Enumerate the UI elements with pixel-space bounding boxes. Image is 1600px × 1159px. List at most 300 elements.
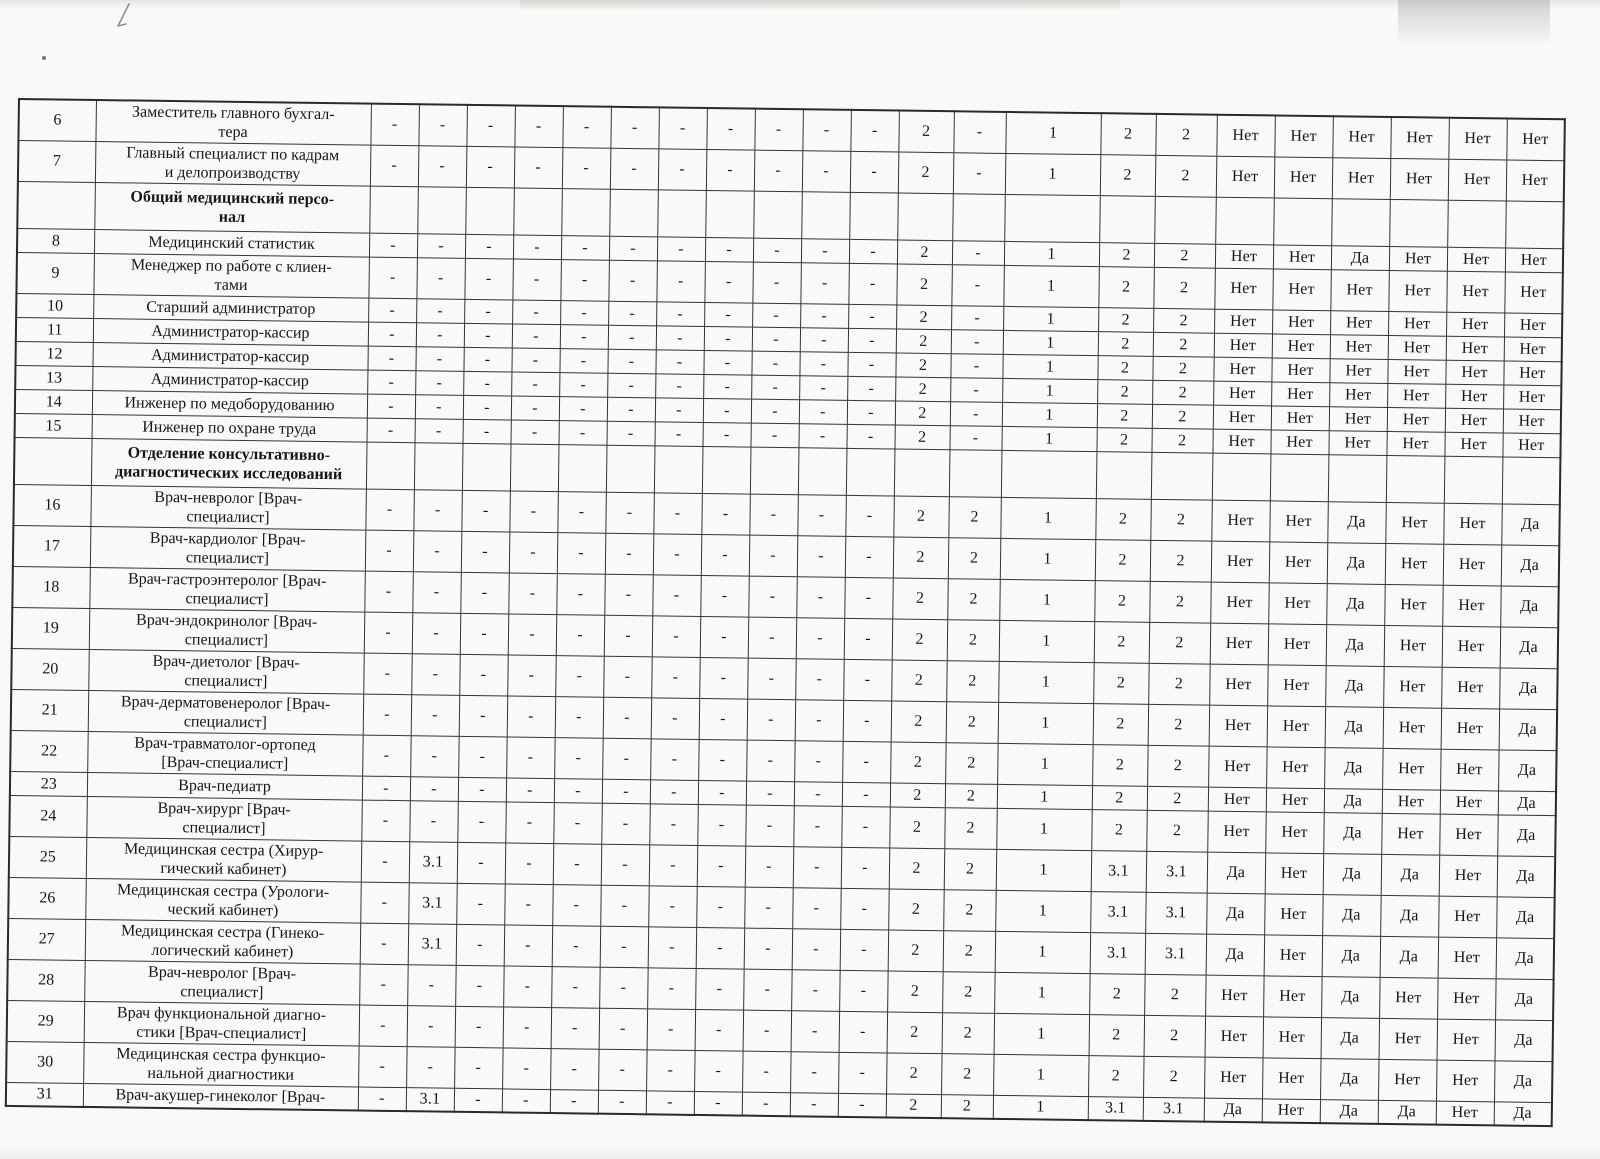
value-cell: - <box>367 394 415 419</box>
value-cell: 1 <box>1002 402 1097 427</box>
value-cell: - <box>949 425 1001 450</box>
value-cell: - <box>655 397 703 422</box>
value-cell: - <box>415 394 463 419</box>
job-title-cell: Администратор-кассир <box>92 366 367 394</box>
value-cell: - <box>455 965 504 1007</box>
job-title-cell: Врач-диетолог [Врач- специалист] <box>88 649 364 694</box>
value-cell: - <box>652 574 701 616</box>
value-cell: Нет <box>1387 359 1445 384</box>
value-cell: Нет <box>1214 268 1273 310</box>
job-title-cell: Главный специалист по кадрам и делопроизводству <box>95 141 371 186</box>
value-cell: Нет <box>1438 896 1497 938</box>
value-cell: Нет <box>1330 334 1388 359</box>
value-cell: - <box>647 967 696 1009</box>
value-cell: - <box>953 152 1006 194</box>
value-cell: Да <box>1381 854 1440 896</box>
value-cell: Да <box>1331 245 1389 270</box>
value-cell: - <box>846 424 894 449</box>
value-cell: - <box>796 617 845 659</box>
value-cell: - <box>463 395 511 420</box>
value-cell: - <box>361 841 410 883</box>
value-cell: 2 <box>942 1012 995 1054</box>
value-cell: Да <box>1324 747 1383 789</box>
value-cell: - <box>509 490 558 532</box>
job-title-cell: Врач-дерматовенеролог [Врач- специалист] <box>88 690 364 735</box>
value-cell: 3.1 <box>1145 933 1207 975</box>
value-cell: - <box>416 298 464 323</box>
value-cell: - <box>649 844 698 886</box>
value-cell: Да <box>1204 1098 1262 1123</box>
value-cell: Нет <box>1445 384 1503 409</box>
value-cell: - <box>646 1049 695 1091</box>
value-cell: - <box>413 530 462 572</box>
value-cell: Нет <box>1328 430 1386 455</box>
value-cell: - <box>754 109 803 151</box>
value-cell: Да <box>1495 978 1554 1020</box>
row-number-cell: 19 <box>12 607 90 649</box>
value-cell: - <box>553 843 602 885</box>
value-cell: - <box>704 261 753 303</box>
job-title-cell: Врач-акушер-гинеколог [Врач- <box>83 1083 358 1111</box>
value-cell: - <box>559 420 607 445</box>
value-cell: - <box>749 494 798 536</box>
value-cell: 1 <box>995 931 1091 973</box>
value-cell: Да <box>1497 855 1556 897</box>
value-cell: 2 <box>896 264 952 306</box>
value-cell: Нет <box>1208 746 1267 788</box>
value-cell: - <box>601 844 650 886</box>
value-cell: - <box>650 779 698 804</box>
value-cell: - <box>407 964 456 1006</box>
value-cell: Нет <box>1213 357 1271 382</box>
value-cell: - <box>847 352 895 377</box>
value-cell: 2 <box>1091 809 1147 851</box>
job-title-cell: Врач-хирург [Врач- специалист] <box>86 796 362 841</box>
row-number-cell: 25 <box>9 836 87 878</box>
value-cell: - <box>505 801 554 843</box>
value-cell: - <box>553 802 602 844</box>
value-cell: - <box>700 616 749 658</box>
value-cell: - <box>790 1051 839 1093</box>
value-cell: Да <box>1378 1100 1436 1125</box>
value-cell: - <box>745 846 794 888</box>
job-title-cell: Врач-травматолог-ортопед [Врач-специалист] <box>87 731 363 776</box>
value-cell: Нет <box>1271 381 1329 406</box>
value-cell: 2 <box>945 742 998 784</box>
job-title-cell: Врач-педиатр <box>87 772 362 800</box>
value-cell: 2 <box>1144 974 1206 1016</box>
value-cell: - <box>697 804 746 846</box>
value-cell: - <box>362 735 411 777</box>
value-cell: - <box>364 612 413 654</box>
value-cell: - <box>608 301 656 326</box>
value-cell <box>798 447 847 495</box>
value-cell: - <box>749 535 798 577</box>
value-cell: Да <box>1326 583 1385 625</box>
value-cell <box>1389 199 1448 247</box>
value-cell: - <box>845 536 894 578</box>
value-cell: - <box>512 299 560 324</box>
row-number-cell: 9 <box>16 252 94 294</box>
value-cell <box>1154 196 1216 244</box>
value-cell: - <box>454 1088 502 1113</box>
value-cell: 3.1 <box>406 1087 454 1112</box>
value-cell: - <box>358 1046 407 1088</box>
value-cell: - <box>511 395 559 420</box>
value-cell: - <box>411 694 460 736</box>
value-cell: Да <box>1499 708 1558 750</box>
pencil-mark <box>113 2 139 32</box>
value-cell: Нет <box>1443 503 1502 545</box>
value-cell: Да <box>1380 936 1439 978</box>
value-cell: - <box>504 924 553 966</box>
row-number-cell: 29 <box>7 1000 85 1042</box>
value-cell: - <box>454 1047 503 1089</box>
value-cell: - <box>415 346 463 371</box>
value-cell: 3.1 <box>409 841 458 883</box>
value-cell: Да <box>1497 814 1556 856</box>
value-cell: Да <box>1495 1019 1554 1061</box>
value-cell: - <box>511 419 559 444</box>
value-cell: - <box>746 740 795 782</box>
value-cell: - <box>370 145 419 187</box>
value-cell: 1 <box>1005 153 1101 195</box>
value-cell: - <box>796 576 845 618</box>
value-cell: - <box>550 1048 599 1090</box>
value-cell: - <box>751 351 799 376</box>
value-cell: 2 <box>889 806 945 848</box>
value-cell: - <box>751 399 799 424</box>
value-cell: Нет <box>1387 407 1445 432</box>
value-cell: 3.1 <box>408 923 457 965</box>
value-cell: 2 <box>1098 266 1154 308</box>
value-cell: Нет <box>1438 937 1497 979</box>
value-cell <box>1212 453 1271 501</box>
value-cell: - <box>843 659 892 701</box>
value-cell: - <box>511 371 559 396</box>
staffing-table-container <box>5 98 1566 1127</box>
value-cell: Нет <box>1262 1057 1321 1099</box>
value-cell: - <box>508 572 557 614</box>
value-cell: - <box>562 106 611 148</box>
value-cell: - <box>504 883 553 925</box>
value-cell: Нет <box>1379 1018 1438 1060</box>
value-cell: 2 <box>1100 154 1156 196</box>
value-cell: Нет <box>1210 623 1269 665</box>
value-cell: 2 <box>948 496 1001 538</box>
value-cell: - <box>652 615 701 657</box>
value-cell: - <box>416 322 464 347</box>
value-cell: - <box>838 1093 886 1118</box>
value-cell: - <box>600 885 649 927</box>
value-cell: Нет <box>1266 787 1324 812</box>
value-cell: Нет <box>1437 1019 1496 1061</box>
value-cell: 3.1 <box>1088 1096 1143 1121</box>
value-cell: Нет <box>1383 707 1442 749</box>
value-cell: 2 <box>1094 580 1150 622</box>
value-cell: 1 <box>1001 426 1096 451</box>
value-cell: 1 <box>998 702 1094 744</box>
value-cell: 2 <box>1095 498 1151 540</box>
row-number-cell: 31 <box>6 1082 83 1107</box>
value-cell: - <box>511 347 559 372</box>
value-cell: 1 <box>993 1095 1088 1120</box>
value-cell: - <box>551 966 600 1008</box>
value-cell: - <box>791 1010 840 1052</box>
value-cell: - <box>694 1050 743 1092</box>
value-cell: 2 <box>941 1094 993 1119</box>
value-cell: Да <box>1327 501 1386 543</box>
value-cell: Нет <box>1263 1016 1322 1058</box>
value-cell: - <box>604 574 653 616</box>
row-number-cell <box>14 437 92 485</box>
job-title-cell: Инженер по охране труда <box>92 414 367 442</box>
value-cell: Да <box>1499 667 1558 709</box>
value-cell: Да <box>1501 544 1560 586</box>
value-cell: 1 <box>997 743 1093 785</box>
value-cell: 2 <box>890 741 946 783</box>
value-cell: - <box>744 928 793 970</box>
value-cell: 1 <box>1005 112 1101 154</box>
value-cell: - <box>747 699 796 741</box>
value-cell: - <box>368 298 416 323</box>
value-cell: 2 <box>1089 1014 1145 1056</box>
value-cell: Да <box>1327 542 1386 584</box>
value-cell: 2 <box>944 848 997 890</box>
value-cell: 2 <box>894 425 949 450</box>
value-cell: - <box>415 370 463 395</box>
value-cell: 2 <box>1097 379 1152 404</box>
value-cell: 2 <box>1100 113 1156 155</box>
value-cell: - <box>703 350 751 375</box>
value-cell: 2 <box>947 619 1000 661</box>
value-cell: - <box>752 262 801 304</box>
value-cell: - <box>950 401 1002 426</box>
row-number-cell: 27 <box>8 918 86 960</box>
value-cell: - <box>698 780 746 805</box>
value-cell: 2 <box>1089 973 1145 1015</box>
value-cell: Нет <box>1329 358 1387 383</box>
value-cell: 2 <box>895 353 950 378</box>
value-cell: - <box>367 346 415 371</box>
value-cell: - <box>503 1006 552 1048</box>
row-number-cell: 10 <box>16 293 93 318</box>
value-cell: Нет <box>1389 246 1447 271</box>
value-cell: Нет <box>1274 115 1333 157</box>
value-cell: - <box>839 970 888 1012</box>
value-cell: - <box>502 1088 550 1113</box>
row-number-cell: 13 <box>15 365 92 390</box>
value-cell: 3.1 <box>1090 932 1146 974</box>
value-cell: - <box>410 735 459 777</box>
staffing-table <box>5 98 1566 1127</box>
value-cell: Нет <box>1207 811 1266 853</box>
value-cell: - <box>360 882 409 924</box>
value-cell: 2 <box>888 888 944 930</box>
value-cell: - <box>648 926 697 968</box>
value-cell: Да <box>1323 812 1382 854</box>
value-cell: 2 <box>1152 404 1213 429</box>
value-cell: Нет <box>1384 584 1443 626</box>
value-cell: 2 <box>897 240 952 265</box>
job-title-cell: Медицинская сестра (Хирур- гический кабинет) <box>86 837 362 882</box>
row-number-cell: 28 <box>7 959 85 1001</box>
value-cell: - <box>557 532 606 574</box>
value-cell: - <box>415 418 463 443</box>
value-cell: Нет <box>1216 115 1275 157</box>
value-cell: Нет <box>1504 271 1563 313</box>
value-cell <box>753 191 802 239</box>
value-cell: - <box>696 886 745 928</box>
value-cell: - <box>794 781 842 806</box>
value-cell: - <box>848 328 896 353</box>
value-cell: - <box>512 323 560 348</box>
value-cell: Нет <box>1506 159 1565 201</box>
value-cell: - <box>358 1087 406 1112</box>
row-number-cell: 12 <box>16 341 93 366</box>
value-cell: - <box>845 495 894 537</box>
value-cell: 2 <box>946 701 999 743</box>
value-cell: Нет <box>1211 541 1270 583</box>
value-cell: 2 <box>1148 663 1210 705</box>
value-cell: - <box>840 929 889 971</box>
value-cell: Нет <box>1386 431 1444 456</box>
job-title-cell: Медицинская сестра функцио- нальной диагностики <box>83 1042 359 1087</box>
value-cell: 2 <box>1155 155 1217 197</box>
staff-table-body <box>6 99 1565 1126</box>
value-cell: - <box>704 302 752 327</box>
value-cell: - <box>506 777 554 802</box>
value-cell: Нет <box>1262 1098 1320 1123</box>
value-cell: - <box>557 491 606 533</box>
value-cell <box>1215 197 1274 245</box>
value-cell <box>801 191 850 239</box>
value-cell: 2 <box>1095 539 1151 581</box>
value-cell: - <box>698 739 747 781</box>
job-title-cell: Врач-гастроэнтеролог [Врач- специалист] <box>89 567 365 612</box>
value-cell: Нет <box>1504 336 1562 361</box>
value-cell: - <box>695 1009 744 1051</box>
value-cell: 3.1 <box>1146 851 1208 893</box>
value-cell: - <box>610 107 659 149</box>
value-cell: Нет <box>1440 749 1499 791</box>
value-cell: Нет <box>1388 270 1447 312</box>
value-cell: Нет <box>1213 405 1271 430</box>
value-cell: Нет <box>1379 977 1438 1019</box>
value-cell: - <box>843 700 892 742</box>
value-cell: Нет <box>1216 156 1275 198</box>
value-cell: 1 <box>1000 497 1096 539</box>
value-cell: - <box>646 1090 694 1115</box>
value-cell: - <box>360 923 409 965</box>
value-cell: - <box>696 927 745 969</box>
value-cell: 2 <box>1149 581 1211 623</box>
value-cell <box>1270 453 1329 501</box>
value-cell: 2 <box>1088 1055 1144 1097</box>
value-cell: - <box>704 326 752 351</box>
value-cell: - <box>466 146 515 188</box>
value-cell: - <box>552 884 601 926</box>
value-cell: 2 <box>1152 380 1213 405</box>
value-cell: - <box>697 845 746 887</box>
value-cell: - <box>744 887 793 929</box>
value-cell: 1 <box>993 1054 1089 1096</box>
value-cell: - <box>650 738 699 780</box>
value-cell: - <box>695 968 744 1010</box>
value-cell: Нет <box>1388 335 1446 360</box>
value-cell: 2 <box>893 536 949 578</box>
value-cell <box>462 443 511 491</box>
job-title-cell: Менеджер по работе с клиен- тами <box>93 253 369 298</box>
value-cell: 2 <box>944 807 997 849</box>
value-cell: - <box>556 573 605 615</box>
value-cell: 2 <box>887 1011 943 1053</box>
job-title-cell: Старший администратор <box>93 294 368 322</box>
value-cell: - <box>362 776 410 801</box>
value-cell <box>1505 200 1564 248</box>
value-cell: - <box>608 260 657 302</box>
value-cell: - <box>848 263 897 305</box>
value-cell: - <box>795 658 844 700</box>
value-cell <box>414 442 463 490</box>
value-cell: - <box>746 781 794 806</box>
value-cell: - <box>649 803 698 845</box>
value-cell: - <box>508 613 557 655</box>
value-cell: - <box>600 926 649 968</box>
value-cell: 2 <box>943 889 996 931</box>
value-cell: Да <box>1494 1101 1552 1126</box>
value-cell: - <box>799 399 847 424</box>
value-cell: - <box>651 697 700 739</box>
value-cell: - <box>418 145 467 187</box>
value-cell: - <box>368 257 417 299</box>
value-cell: Нет <box>1270 429 1328 454</box>
job-title-cell: Врач-невролог [Врач- специалист] <box>84 960 360 1005</box>
value-cell: Нет <box>1436 1060 1495 1102</box>
job-title-cell: Врач-невролог [Врач- специалист] <box>90 485 366 530</box>
value-cell: - <box>801 238 849 263</box>
value-cell: - <box>554 737 603 779</box>
value-cell: Нет <box>1387 383 1445 408</box>
value-cell: - <box>605 533 654 575</box>
value-cell: Нет <box>1266 746 1325 788</box>
value-cell: Нет <box>1385 502 1444 544</box>
value-cell: Нет <box>1329 382 1387 407</box>
value-cell: - <box>797 535 846 577</box>
value-cell: - <box>842 782 890 807</box>
value-cell: - <box>792 887 841 929</box>
value-cell: - <box>407 1005 456 1047</box>
value-cell: - <box>361 800 410 842</box>
value-cell: - <box>457 801 506 843</box>
value-cell: Нет <box>1210 582 1269 624</box>
value-cell: Нет <box>1442 585 1501 627</box>
value-cell: - <box>850 151 899 193</box>
value-cell: 2 <box>1147 786 1208 811</box>
value-cell: - <box>790 1092 838 1117</box>
value-cell: Нет <box>1502 432 1560 457</box>
value-cell: 2 <box>1147 745 1209 787</box>
value-cell <box>606 445 655 493</box>
value-cell: - <box>364 571 413 613</box>
value-cell: - <box>503 965 552 1007</box>
value-cell: Нет <box>1382 789 1440 814</box>
value-cell: - <box>842 741 891 783</box>
value-cell: Нет <box>1444 432 1502 457</box>
value-cell: Нет <box>1271 405 1329 430</box>
value-cell <box>705 190 754 238</box>
value-cell: Да <box>1494 1060 1553 1102</box>
